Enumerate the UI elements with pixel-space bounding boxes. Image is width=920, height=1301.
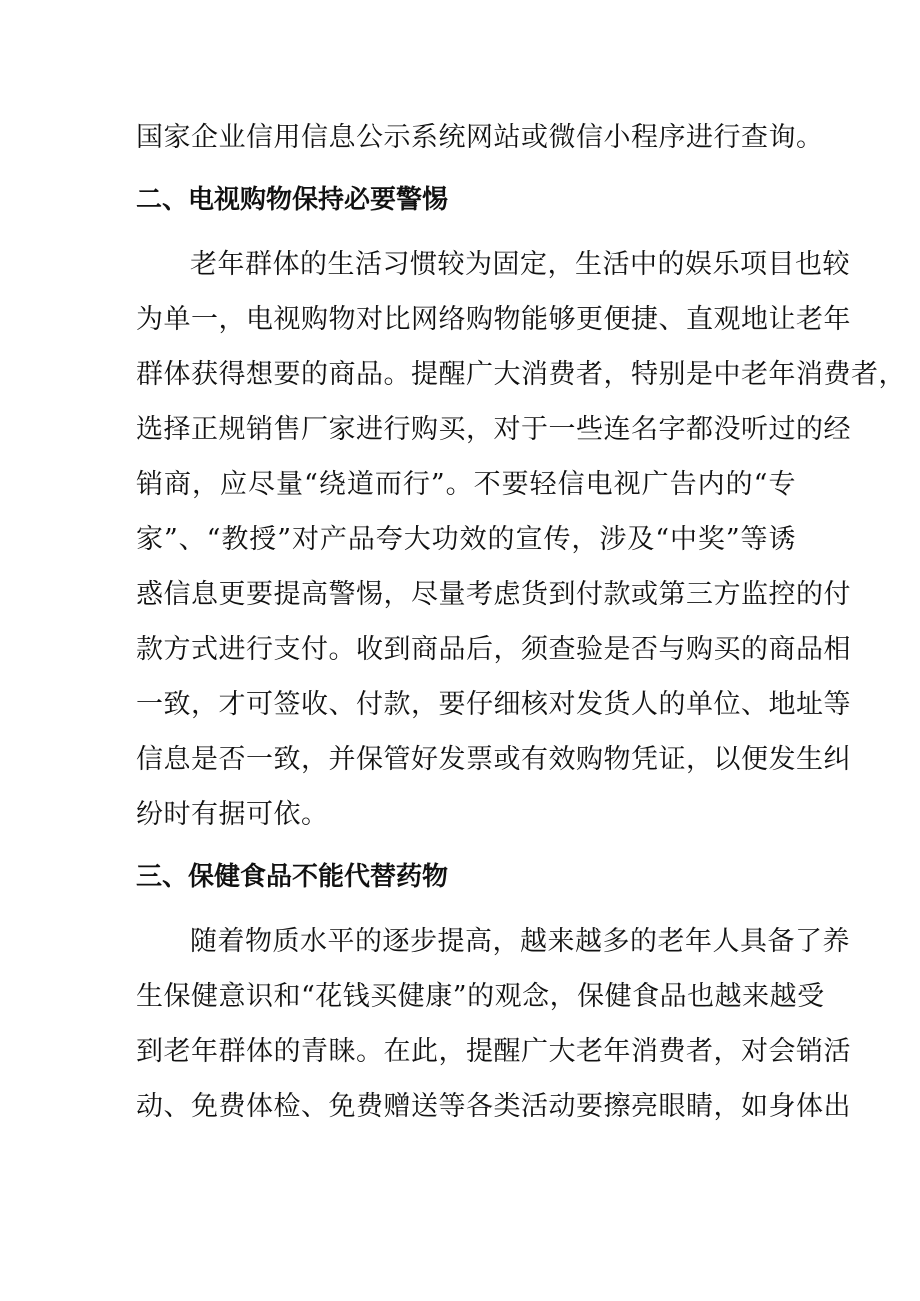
section-heading-3: 三、保健食品不能代替药物	[136, 862, 449, 892]
paragraph-line: 纷时有据可依。	[136, 799, 329, 830]
paragraph-line: 惑信息更要提高警惕，尽量考虑货到付款或第三方监控的付	[136, 579, 851, 610]
paragraph-line: 到老年群体的青睐。在此，提醒广大老年消费者，对会销活	[136, 1036, 851, 1067]
paragraph-line: 选择正规销售厂家进行购买，对于一些连名字都没听过的经	[136, 414, 851, 445]
paragraph-line: 家”、“教授”对产品夸大功效的宣传，涉及“中奖”等诱	[136, 524, 796, 555]
paragraph-line: 群体获得想要的商品。提醒广大消费者，特别是中老年消费者，	[136, 359, 906, 390]
paragraph-line: 为单一，电视购物对比网络购物能够更便捷、直观地让老年	[136, 304, 851, 335]
paragraph-line: 一致，才可签收、付款，要仔细核对发货人的单位、地址等	[136, 689, 851, 720]
paragraph-line: 随着物质水平的逐步提高，越来越多的老年人具备了养	[190, 926, 850, 957]
paragraph-line: 销商，应尽量“绕道而行”。不要轻信电视广告内的“专	[136, 469, 796, 500]
paragraph-line: 生保健意识和“花钱买健康”的观念，保健食品也越来越受	[136, 981, 825, 1012]
paragraph-line: 款方式进行支付。收到商品后，须查验是否与购买的商品相	[136, 634, 851, 665]
paragraph-line: 信息是否一致，并保管好发票或有效购物凭证，以便发生纠	[136, 744, 851, 775]
paragraph-line: 国家企业信用信息公示系统网站或微信小程序进行查询。	[136, 122, 824, 153]
section-heading-2: 二、电视购物保持必要警惕	[136, 185, 449, 215]
paragraph-line: 老年群体的生活习惯较为固定，生活中的娱乐项目也较	[190, 249, 850, 280]
paragraph-line: 动、免费体检、免费赠送等各类活动要擦亮眼睛，如身体出	[136, 1091, 851, 1122]
